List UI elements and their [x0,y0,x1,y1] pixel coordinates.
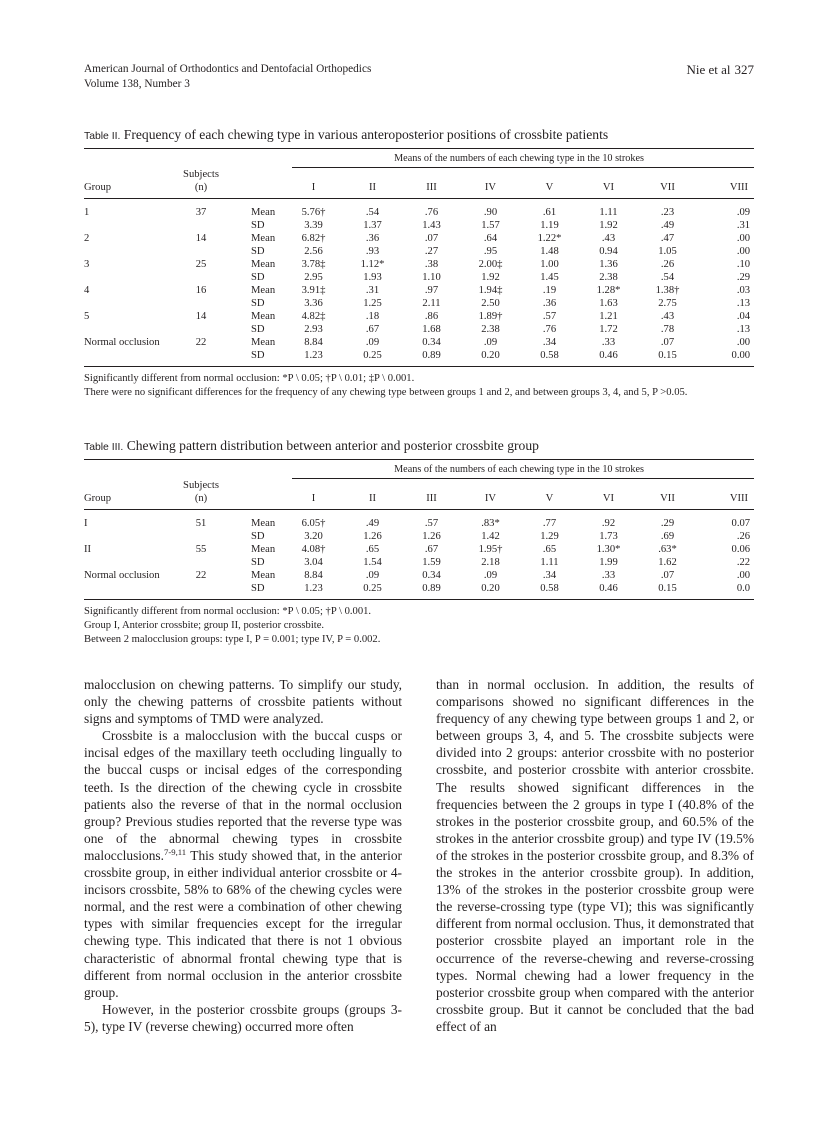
stat-cell: Mean [251,207,276,218]
group-cell: 2 [84,233,90,244]
value-cell: .22 [736,557,751,568]
subjects-cell [176,556,226,569]
t2-col-1: I [311,182,316,193]
table-2-row [84,310,754,323]
table-2-subjects-unit: (n) [194,182,208,193]
subjects-cell: 51 [195,518,207,529]
stat-cell: SD [251,272,265,283]
group-cell: 5 [84,311,90,322]
table-2-row [84,258,754,271]
subjects-cell: 22 [195,570,207,581]
stat-cell: Mean [251,544,276,555]
value-cell: 0.0 [736,583,751,594]
value-cell: 2.00‡ [478,259,503,270]
value-cell: 1.45 [540,272,559,283]
value-cell: 0.58 [540,583,559,594]
value-cell: 1.25 [363,298,382,309]
subjects-cell: 25 [195,259,207,270]
group-cell: 4 [84,285,90,296]
table-3-row [84,569,754,582]
value-cell: .49 [365,518,380,529]
value-cell: 1.38† [655,285,680,296]
group-cell [84,219,176,232]
t2-col-5: V [545,182,554,193]
value-cell: 2.93 [304,324,323,335]
value-cell: 1.48 [540,246,559,257]
value-cell: 2.38 [481,324,500,335]
subjects-cell [176,297,226,310]
value-cell: .43 [601,233,616,244]
value-cell: .67 [365,324,380,335]
value-cell: .47 [660,233,675,244]
value-cell: .65 [365,544,380,555]
table-3-row [84,530,754,543]
table-3-label: Table III. [84,442,124,453]
value-cell: .07 [424,233,439,244]
value-cell: 0.89 [422,583,441,594]
value-cell: .67 [424,544,439,555]
value-cell: 0.06 [731,544,751,555]
table-3-subjects-header: Subjects [183,480,219,491]
value-cell: 0.34 [422,570,441,581]
value-cell: 4.08† [301,544,326,555]
t2-col-4: IV [484,182,497,193]
table-3-footnotes [84,605,754,646]
value-cell: 1.92 [481,272,500,283]
value-cell: 6.05† [301,518,326,529]
value-cell: 0.46 [599,350,618,361]
value-cell: 2.50 [481,298,500,309]
value-cell: .97 [424,285,439,296]
subjects-cell [176,349,226,362]
subjects-cell [176,245,226,258]
value-cell: 3.78‡ [301,259,326,270]
value-cell: 1.26 [363,531,382,542]
subjects-cell [176,271,226,284]
value-cell: 1.54 [363,557,382,568]
table-2-caption [84,126,754,145]
value-cell: 3.20 [304,531,323,542]
subjects-cell [176,219,226,232]
value-cell: 3.39 [304,220,323,231]
table-2-row [84,232,754,245]
body-paragraph: than in normal occlusion. In addition, the results of comparisons showed no significant differences in the frequency of any chewing type between groups 1 and 2, or between groups 3, 4, and 5. The crossbite subjects were divided into 2 groups: anterior crossbite with no posterior crossbite, and posterior crossbite with anterior crossbite. The results showed significant differences in the frequencies between the 2 groups in type I (40.8% of the strokes in the posterior crossbite group, and 60.5% of the strokes in the anterior crossbite group) and type IV (19.5% of the strokes in the posterior crossbite group, and 8.3% of the strokes in the anterior crossbite group). In addition, 13% of the strokes in the posterior crossbite group were the reverse-crossing type (type VI); this was significantly different from normal occlusion. Thus, it demonstrated that posterior crossbite played an important role in the occurrence of the reverse-chewing and reverse-crossing types. Normal chewing had a lower frequency in the posterior crossbite group when compared with the anterior crossbite group. But it cannot be concluded that the bad effect of an [436,677,754,1034]
value-cell: 0.46 [599,583,618,594]
value-cell: 0.25 [363,583,382,594]
value-cell: .77 [542,518,557,529]
value-cell: .57 [424,518,439,529]
value-cell: 2.75 [658,298,677,309]
value-cell: .69 [660,531,675,542]
subjects-cell [176,582,226,595]
value-cell: 2.18 [481,557,500,568]
table-3-note: Significantly different from normal occlusion: *P \ 0.05; †P \ 0.001. [84,606,372,617]
value-cell: .57 [542,311,557,322]
value-cell: 3.36 [304,298,323,309]
value-cell: .86 [424,311,439,322]
value-cell: .36 [365,233,380,244]
page-number: 327 [734,62,754,77]
value-cell: 8.84 [304,570,323,581]
group-cell [84,530,176,543]
value-cell: .00 [736,246,751,257]
table-3-row [84,556,754,569]
value-cell: 0.07 [731,518,751,529]
value-cell: 1.63 [599,298,618,309]
value-cell: 1.59 [422,557,441,568]
value-cell: .07 [660,570,675,581]
value-cell: 1.73 [599,531,618,542]
table-3-row [84,543,754,556]
stat-cell: SD [251,324,265,335]
value-cell: 1.36 [599,259,618,270]
value-cell: .76 [542,324,557,335]
body-paragraph: However, in the posterior crossbite groups (groups 3-5), type IV (reverse chewing) occurred more often [84,1001,402,1034]
value-cell: 8.84 [304,337,323,348]
page-info [682,62,754,77]
value-cell: .78 [660,324,675,335]
table-2-footnotes [84,372,754,400]
group-cell: Normal occlusion [84,570,160,581]
value-cell: .49 [660,220,675,231]
value-cell: .09 [483,337,498,348]
value-cell: 1.00 [540,259,559,270]
table-2-label: Table II. [84,131,121,142]
authors: Nie et al [686,62,731,77]
value-cell: 0.15 [658,583,677,594]
stat-cell: Mean [251,233,276,244]
value-cell: 1.89† [478,311,503,322]
table-2-note: Significantly different from normal occlusion: *P \ 0.05; †P \ 0.01; ‡P \ 0.001. [84,373,415,384]
volume-info: Volume 138, Number 3 [84,78,190,90]
value-cell: 1.93 [363,272,382,283]
value-cell: .61 [542,207,557,218]
body-paragraph: malocclusion on chewing patterns. To simplify our study, only the chewing patterns of crossbite patients without signs and symptoms of TMD were analyzed. [84,677,402,727]
value-cell: 1.95† [478,544,503,555]
value-cell: .18 [365,311,380,322]
table-2-row [84,245,754,258]
value-cell: .10 [736,259,751,270]
value-cell: .43 [660,311,675,322]
value-cell: 0.25 [363,350,382,361]
value-cell: 1.92 [599,220,618,231]
journal-name: American Journal of Orthodontics and Dentofacial Orthopedics [84,63,372,75]
table-2 [84,126,754,400]
value-cell: 1.42 [481,531,500,542]
t2-col-8: VIII [729,182,749,193]
t3-col-7: VII [660,493,675,504]
group-cell: II [84,544,92,555]
t3-col-4: IV [484,493,497,504]
t3-col-6: VI [602,493,615,504]
value-cell: .13 [736,298,751,309]
table-3-row [84,582,754,595]
table-3-group-header: Group [84,493,112,504]
body-paragraph: Crossbite is a malocclusion with the buccal cusps or incisal edges of the maxillary teeth occluding lingually to the buccal cusps or incisal edges of the corresponding teeth. Is the direction of the chewing cycle in crossbite patients also the reverse of that in the normal occlusion group? Previous studies reported that the reverse type was one of the abnormal chewing types in crossbite malocclusions.$^{7-9,11}$ This study showed that, in the anterior crossbite group, in either individual anterior crossbite or 4-incisors crossbite, 58% to 68% of the chewing cycles were normal, and the rest were a combination of other chewing types with similar frequencies except for the irregular chewing type. This indicated that there is not 1 obvious characteristic of abnormal frontal chewing type that is different from normal occlusion in the anterior crossbite group. [84,728,402,1000]
group-cell [84,297,176,310]
t3-col-8: VIII [729,493,749,504]
value-cell: .63* [658,544,677,555]
stat-cell: SD [251,350,265,361]
stat-cell: Mean [251,337,276,348]
table-2-row [84,206,754,219]
t2-col-2: II [368,182,377,193]
table-2-row [84,336,754,349]
subjects-cell: 14 [195,311,207,322]
value-cell: .09 [483,570,498,581]
value-cell: 2.56 [304,246,323,257]
value-cell: 1.94‡ [478,285,503,296]
value-cell: .65 [542,544,557,555]
table-3-grid [84,460,754,595]
value-cell: .76 [424,207,439,218]
value-cell: 1.12* [360,259,385,270]
value-cell: 0.94 [599,246,618,257]
subjects-cell [176,323,226,336]
value-cell: 3.04 [304,557,323,568]
value-cell: 1.22* [537,233,562,244]
value-cell: .00 [736,337,751,348]
stat-cell: Mean [251,311,276,322]
value-cell: .93 [365,246,380,257]
subjects-cell: 55 [195,544,207,555]
value-cell: 1.23 [304,583,323,594]
table-2-row [84,219,754,232]
group-cell [84,582,176,595]
value-cell: 1.43 [422,220,441,231]
value-cell: .04 [736,311,751,322]
value-cell: .54 [365,207,380,218]
value-cell: .19 [542,285,557,296]
t2-col-6: VI [602,182,615,193]
value-cell: .29 [736,272,751,283]
table-3-means-header: Means of the numbers of each chewing type in the 10 strokes [394,464,644,475]
table-2-subjects-header: Subjects [183,169,219,180]
journal-info [84,62,371,92]
value-cell: .34 [542,337,557,348]
table-3-subjects-unit: (n) [194,493,208,504]
value-cell: 2.38 [599,272,618,283]
value-cell: .90 [483,207,498,218]
value-cell: 2.11 [422,298,441,309]
value-cell: .83* [481,518,500,529]
table-2-row [84,297,754,310]
value-cell: 1.05 [658,246,677,257]
table-3-title: Chewing pattern distribution between anterior and posterior crossbite group [126,438,539,453]
value-cell: .92 [601,518,616,529]
t3-col-3: III [426,493,437,504]
value-cell: 5.76† [301,207,326,218]
stat-cell: Mean [251,259,276,270]
value-cell: 1.19 [540,220,559,231]
group-cell [84,271,176,284]
value-cell: .38 [424,259,439,270]
group-cell: 3 [84,259,90,270]
value-cell: .07 [660,337,675,348]
value-cell: .09 [365,570,380,581]
group-cell: 1 [84,207,90,218]
subjects-cell [176,530,226,543]
table-3-caption [84,437,754,456]
value-cell: .33 [601,570,616,581]
t2-col-7: VII [660,182,675,193]
table-3 [84,437,754,646]
value-cell: .95 [483,246,498,257]
value-cell: .31 [736,220,751,231]
subjects-cell: 22 [195,337,207,348]
value-cell: .13 [736,324,751,335]
stat-cell: Mean [251,518,276,529]
value-cell: 1.62 [658,557,677,568]
table-2-row [84,323,754,336]
value-cell: 1.26 [422,531,441,542]
value-cell: 1.10 [422,272,441,283]
value-cell: 1.28* [596,285,621,296]
citation-ref: 7-9,11 [163,847,187,858]
value-cell: 0.20 [481,583,500,594]
value-cell: .36 [542,298,557,309]
value-cell: 0.89 [422,350,441,361]
value-cell: 1.37 [363,220,382,231]
value-cell: 2.95 [304,272,323,283]
value-cell: .26 [660,259,675,270]
value-cell: .00 [736,233,751,244]
body-column-right [436,676,754,1035]
value-cell: .03 [736,285,751,296]
value-cell: 0.15 [658,350,677,361]
subjects-cell: 37 [195,207,207,218]
table-2-group-header: Group [84,182,112,193]
value-cell: 6.82† [301,233,326,244]
value-cell: 1.30* [596,544,621,555]
value-cell: .09 [736,207,751,218]
value-cell: .26 [736,531,751,542]
value-cell: .31 [365,285,380,296]
value-cell: 1.11 [540,557,559,568]
value-cell: .64 [483,233,498,244]
stat-cell: Mean [251,570,276,581]
t3-col-5: V [545,493,554,504]
value-cell: 1.68 [422,324,441,335]
group-cell [84,245,176,258]
t3-col-1: I [311,493,316,504]
value-cell: .09 [365,337,380,348]
table-3-note: Between 2 malocclusion groups: type I, P = 0.001; type IV, P = 0.002. [84,633,381,645]
value-cell: 1.99 [599,557,618,568]
group-cell: Normal occlusion [84,337,160,348]
value-cell: 1.11 [599,207,618,218]
subjects-cell: 14 [195,233,207,244]
value-cell: 3.91‡ [301,285,326,296]
group-cell [84,556,176,569]
value-cell: .00 [736,570,751,581]
value-cell: 0.20 [481,350,500,361]
value-cell: .34 [542,570,557,581]
group-cell [84,323,176,336]
value-cell: .27 [424,246,439,257]
table-2-note: There were no significant differences for the frequency of any chewing type between groups 1 and 2, and between groups 3, 4, and 5, P >0.05. [84,386,688,398]
table-2-grid [84,149,754,362]
value-cell: 4.82‡ [301,311,326,322]
t2-col-3: III [426,182,437,193]
value-cell: 0.00 [731,350,751,361]
table-3-note: Group I, Anterior crossbite; group II, posterior crossbite. [84,619,325,631]
value-cell: 0.58 [540,350,559,361]
stat-cell: SD [251,531,265,542]
stat-cell: SD [251,557,265,568]
value-cell: 1.72 [599,324,618,335]
stat-cell: Mean [251,285,276,296]
stat-cell: SD [251,246,265,257]
table-2-row [84,349,754,362]
value-cell: 1.57 [481,220,500,231]
value-cell: .29 [660,518,675,529]
stat-cell: SD [251,583,265,594]
stat-cell: SD [251,298,265,309]
group-cell [84,349,176,362]
group-cell: I [84,518,88,529]
table-2-means-header: Means of the numbers of each chewing type in the 10 strokes [394,153,644,164]
value-cell: 1.23 [304,350,323,361]
table-2-row [84,271,754,284]
value-cell: .33 [601,337,616,348]
value-cell: .54 [660,272,675,283]
stat-cell: SD [251,220,265,231]
table-2-row [84,284,754,297]
value-cell: 1.29 [540,531,559,542]
table-2-title: Frequency of each chewing type in various anteroposterior positions of crossbite patients [123,127,609,142]
subjects-cell: 16 [195,285,207,296]
value-cell: .23 [660,207,675,218]
value-cell: 1.21 [599,311,618,322]
body-column-left [84,676,402,1035]
table-3-row [84,517,754,530]
value-cell: 0.34 [422,337,441,348]
t3-col-2: II [368,493,377,504]
